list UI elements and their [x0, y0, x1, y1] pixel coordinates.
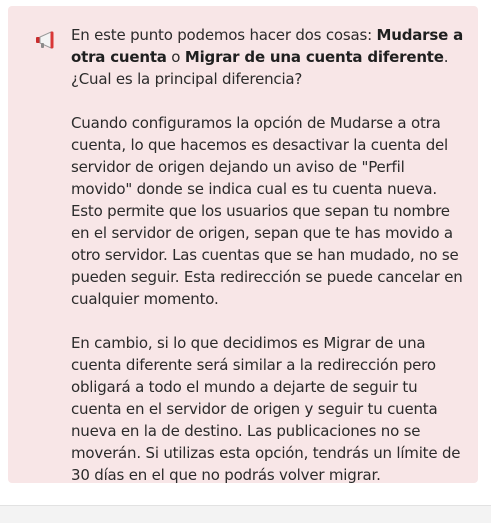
intro-paragraph: [71, 24, 469, 90]
info-callout: [8, 6, 478, 483]
megaphone-icon: [35, 30, 57, 50]
intro-text: En este punto podemos hacer dos cosas:: [71, 26, 377, 44]
migrate-explanation-paragraph: En cambio, si lo que decidimos es Migrar de una cuenta diferente será similar a la redirección pero obligará a todo el mundo a dejarte de seguir tu cuenta en el servidor de origen y seguir tu cuenta nueva en la de destino. Las publicaciones no se moverán. Si utilizas esta opción, tendrás un límite de 30 días en el que no podrás volver migrar.: [71, 334, 461, 484]
option-migrate-label: Migrar de una cuenta diferente: [184, 48, 444, 66]
move-explanation-paragraph: Cuando configuramos la opción de Mudarse a otra cuenta, lo que hacemos es desactivar la cuenta del servidor de origen dejando un aviso de "Perfil movido" donde se indica cual es tu cuenta nueva. Esto permite que los usuarios que sepan tu nombre en el servidor de origen, sepan que te has movido a otro servidor. Las cuentas que se han mudado, no se pueden seguir. Esta redirección se puede cancelar en cualquier momento.: [71, 114, 463, 308]
bottom-strip: [0, 505, 491, 523]
option-move-label: Mudarse a otra cuenta: [71, 26, 464, 66]
intro-connector: o: [166, 48, 185, 66]
callout-text: [71, 24, 469, 486]
intro-question: . ¿Cual es la principal diferencia?: [71, 48, 449, 88]
